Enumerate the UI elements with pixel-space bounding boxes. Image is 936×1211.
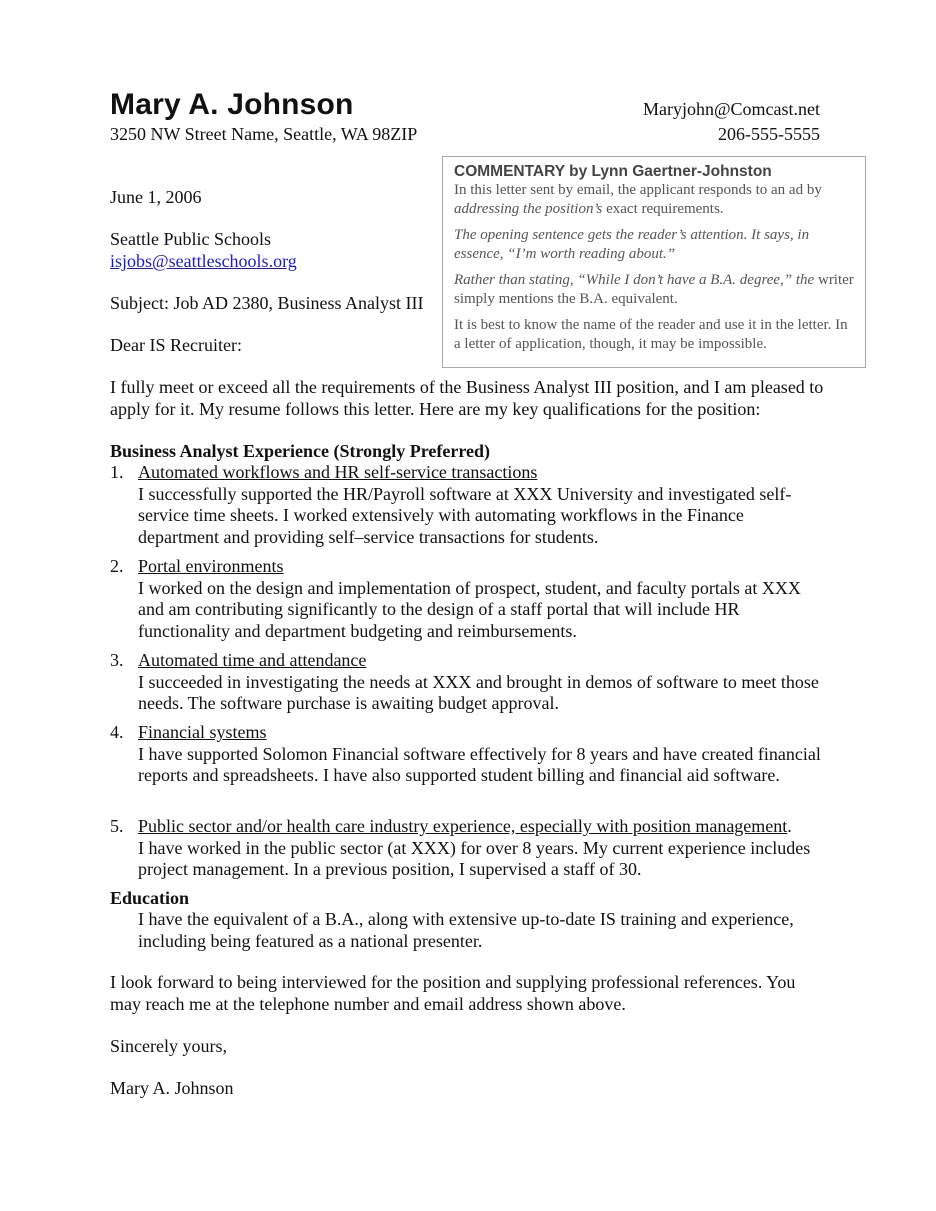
- commentary-paragraph-2: The opening sentence gets the reader’s attention. It says, in essence, “I’m worth reading about.”: [454, 227, 810, 262]
- closing-paragraph: I look forward to being interviewed for the position and supplying professional references. You may reach me at the telephone number and email address shown above.: [110, 972, 796, 1014]
- qualification-item: [110, 462, 826, 548]
- item-title-suffix: .: [787, 816, 792, 836]
- item-title: Portal environments: [138, 556, 284, 576]
- education-text: I have the equivalent of a B.A., along with extensive up-to-date IS training and experience, including being featured as a national presenter.: [138, 909, 794, 951]
- letter-date: June 1, 2006: [110, 187, 202, 207]
- salutation: Dear IS Recruiter:: [110, 335, 242, 355]
- commentary-box: [442, 156, 866, 368]
- commentary-italic-text: addressing the position’s: [454, 200, 603, 217]
- item-text: I worked on the design and implementation of prospect, student, and faculty portals at XXX and am contributing significantly to the design of a staff portal that will include HR functionality and department budgeting and reimbursements.: [138, 577, 801, 641]
- recipient-org: Seattle Public Schools: [110, 229, 271, 249]
- applicant-address: 3250 NW Street Name, Seattle, WA 98ZIP: [110, 124, 418, 144]
- qualification-item: [110, 722, 826, 787]
- subject-line: Subject: Job AD 2380, Business Analyst III: [110, 293, 424, 313]
- experience-heading: Business Analyst Experience (Strongly Preferred): [110, 441, 490, 461]
- item-title: Public sector and/or health care industry experience, especially with position management: [138, 816, 788, 836]
- item-title: Automated workflows and HR self-service transactions: [138, 462, 538, 482]
- commentary-text: writer simply mentions the B.A. equivalent.: [454, 272, 854, 307]
- item-text: I have worked in the public sector (at XXX) for over 8 years. My current experience includes project management. In a previous position, I supervised a staff of 30.: [138, 837, 811, 879]
- applicant-phone: 206-555-5555: [718, 124, 820, 144]
- recipient-email-link[interactable]: isjobs@seattleschools.org: [110, 251, 297, 271]
- item-number: 5.: [110, 816, 124, 836]
- education-heading: Education: [110, 888, 190, 908]
- item-text: I succeeded in investigating the needs at XXX and brought in demos of software to meet those needs. The software purchase is awaiting budget approval.: [138, 671, 819, 713]
- signature-name: Mary A. Johnson: [110, 1078, 234, 1098]
- item-number: 4.: [110, 722, 124, 742]
- intro-paragraph: I fully meet or exceed all the requirements of the Business Analyst III position, and I am pleased to apply for it. My resume follows this letter. Here are my key qualifications for the position:: [110, 377, 824, 419]
- commentary-text: In this letter sent by email, the applicant responds to an ad by: [454, 182, 822, 198]
- commentary-heading: COMMENTARY by Lynn Gaertner-Johnston: [454, 163, 772, 180]
- commentary-paragraph-1: [454, 181, 855, 218]
- item-text: I have supported Solomon Financial software effectively for 8 years and have created financial reports and spreadsheets. I have also supported student billing and financial aid software.: [138, 743, 821, 785]
- applicant-email: Maryjohn@Comcast.net: [642, 99, 820, 119]
- item-number: 3.: [110, 650, 124, 670]
- item-number: 2.: [110, 556, 124, 576]
- item-title: Automated time and attendance: [138, 650, 367, 670]
- qualification-item: [110, 816, 826, 881]
- applicant-name: Mary A. Johnson: [110, 88, 354, 121]
- closing-phrase: Sincerely yours,: [110, 1036, 227, 1056]
- qualification-item: [110, 650, 826, 715]
- item-number: 1.: [110, 462, 124, 482]
- item-text: I successfully supported the HR/Payroll software at XXX University and investigated self-service time sheets. I worked extensively with automating workflows in the Finance department and providing self–service transactions for students.: [138, 483, 792, 547]
- qualification-item: [110, 556, 826, 642]
- commentary-paragraph-4: It is best to know the name of the reader and use it in the letter. In a letter of application, though, it may be impossible.: [454, 317, 848, 352]
- commentary-paragraph-3: [454, 271, 855, 308]
- commentary-text: exact requirements.: [602, 200, 724, 217]
- commentary-italic-text: Rather than stating, “While I don’t have a B.A. degree,” the: [454, 272, 815, 288]
- item-title: Financial systems: [138, 722, 267, 742]
